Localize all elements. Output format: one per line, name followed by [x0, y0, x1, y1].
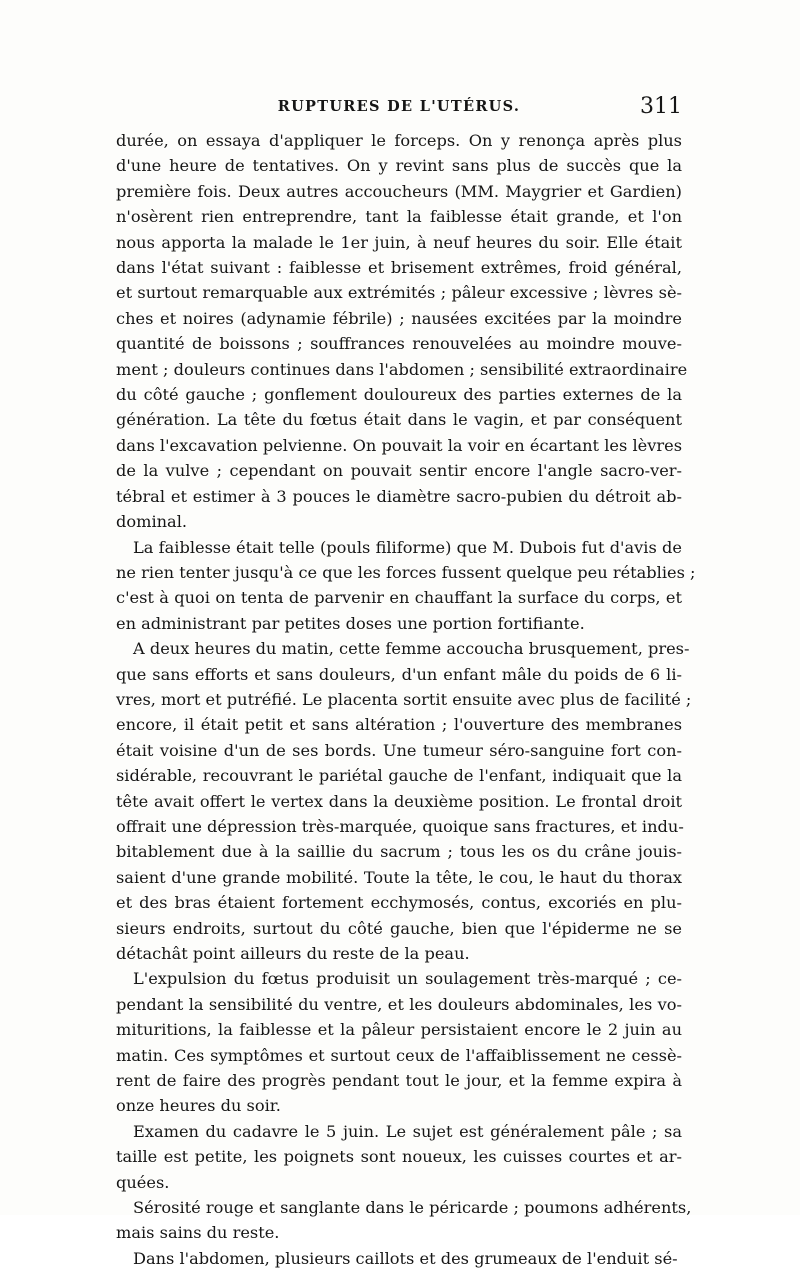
text-line: vres, mort et putréfié. Le placenta sortit ensuite avec plus de facilité ; — [116, 689, 692, 709]
page-number: 311 — [640, 94, 682, 119]
text-line: tête avait offert le vertex dans la deuxième position. Le frontal droit — [116, 791, 682, 811]
text-line: sidérable, recouvrant le pariétal gauche de l'enfant, indiquait que la — [116, 766, 682, 786]
paragraph — [116, 535, 696, 637]
text-line: ment ; douleurs continues dans l'abdomen ; sensibilité extraordinaire — [116, 359, 688, 379]
text-line: c'est à quoi on tenta de parvenir en chauffant la surface du corps, et — [116, 588, 682, 608]
text-line: en administrant par petites doses une portion fortifiante. — [116, 613, 585, 633]
text-line: mituritions, la faiblesse et la pâleur persistaient encore le 2 juin au — [116, 1020, 682, 1040]
running-head — [116, 94, 682, 124]
text-line: quantité de boissons ; souffrances renouvelées au moindre mouve- — [116, 334, 682, 354]
text-line: et des bras étaient fortement ecchymosés, contus, excoriés en plu- — [116, 893, 682, 913]
text-line: bitablement due à la saillie du sacrum ; tous les os du crâne jouis- — [116, 842, 682, 862]
text-line: durée, on essaya d'appliquer le forceps. On y renonça après plus — [116, 131, 682, 150]
text-line: était voisine d'un de ses bords. Une tumeur séro-sanguine fort con- — [116, 740, 682, 760]
paragraph — [116, 1119, 682, 1195]
paragraph — [116, 1195, 692, 1246]
text-line: n'osèrent rien entreprendre, tant la faiblesse était grande, et l'on — [116, 207, 682, 227]
text-line: première fois. Deux autres accoucheurs (MM. Maygrier et Gardien) — [116, 181, 682, 201]
text-line: dominal. — [116, 512, 188, 532]
text-line: d'une heure de tentatives. On y revint sans plus de succès que la — [116, 156, 682, 176]
text-line: Dans l'abdomen, plusieurs caillots et des grumeaux de l'enduit sé- — [133, 1248, 678, 1268]
body-text — [116, 128, 696, 1271]
text-line: L'expulsion du fœtus produisit un soulagement très-marqué ; ce- — [133, 969, 682, 989]
text-line: tébral et estimer à 3 pouces le diamètre sacro-pubien du détroit ab- — [116, 486, 682, 506]
text-line: détachât point ailleurs du reste de la peau. — [116, 944, 470, 963]
text-line: La faiblesse était telle (pouls filiforme) que M. Dubois fut d'avis de — [133, 537, 682, 557]
paragraph — [116, 966, 682, 1118]
text-line: et surtout remarquable aux extrémités ; pâleur excessive ; lèvres sè- — [116, 283, 682, 303]
text-line: encore, il était petit et sans altération ; l'ouverture des membranes — [116, 715, 682, 735]
text-line: quées. — [116, 1172, 170, 1192]
text-line: taille est petite, les poignets sont noueux, les cuisses courtes et ar- — [116, 1147, 682, 1167]
text-line: Sérosité rouge et sanglante dans le péricarde ; poumons adhérents, — [133, 1198, 692, 1218]
text-line: ne rien tenter jusqu'à ce que les forces fussent quelque peu rétablies ; — [116, 562, 696, 582]
text-line: pendant la sensibilité du ventre, et les douleurs abdominales, les vo- — [116, 994, 682, 1014]
text-line: de la vulve ; cependant on pouvait sentir encore l'angle sacro-ver- — [116, 461, 682, 481]
text-line: Examen du cadavre le 5 juin. Le sujet est généralement pâle ; sa — [133, 1121, 682, 1141]
text-line: ches et noires (adynamie fébrile) ; nausées excitées par la moindre — [116, 308, 682, 328]
text-line: A deux heures du matin, cette femme accoucha brusquement, pres- — [133, 639, 690, 659]
text-line: nous apporta la malade le 1er juin, à neuf heures du soir. Elle était — [116, 232, 682, 252]
text-line: génération. La tête du fœtus était dans le vagin, et par conséquent — [116, 410, 682, 430]
text-line: que sans efforts et sans douleurs, d'un enfant mâle du poids de 6 li- — [116, 664, 682, 684]
text-line: mais sains du reste. — [116, 1223, 280, 1243]
text-line: dans l'état suivant : faiblesse et brisement extrêmes, froid général, — [116, 258, 682, 278]
paragraph — [116, 636, 692, 966]
paragraph — [116, 128, 688, 535]
text-line: offrait une dépression très-marquée, quoique sans fractures, et indu- — [116, 816, 684, 836]
text-line: onze heures du soir. — [116, 1096, 281, 1116]
text-line: matin. Ces symptômes et surtout ceux de l'affaiblissement ne cessè- — [116, 1045, 682, 1065]
text-line: sieurs endroits, surtout du côté gauche, bien que l'épiderme ne se — [116, 918, 682, 938]
text-line: rent de faire des progrès pendant tout le jour, et la femme expira à — [116, 1071, 682, 1091]
running-title: RUPTURES DE L'UTÉRUS. — [277, 98, 521, 115]
text-line: saient d'une grande mobilité. Toute la tête, le cou, le haut du thorax — [116, 867, 682, 887]
text-line: dans l'excavation pelvienne. On pouvait la voir en écartant les lèvres — [116, 435, 682, 455]
text-line: du côté gauche ; gonflement douloureux des parties externes de la — [116, 385, 682, 405]
paragraph — [116, 1246, 682, 1271]
